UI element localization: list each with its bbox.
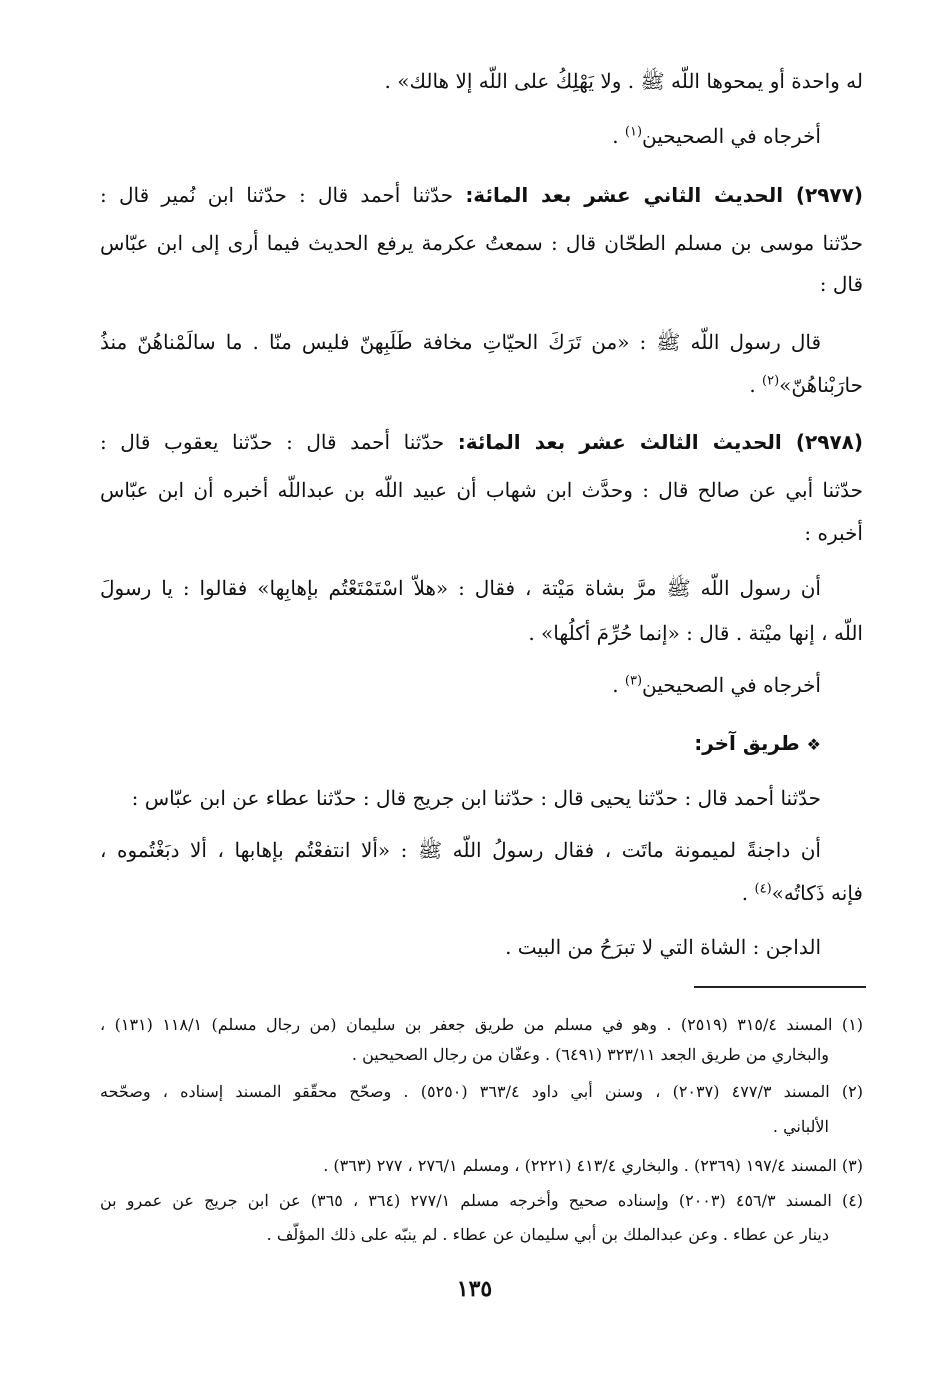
footnote-2-line-1 [100, 1079, 863, 1105]
route-line-4-text: الداجن : الشاة التي لا تبرَحُ من البيت . [505, 935, 821, 959]
hadith-2978-line-1-rest: حدّثنا أحمد قال : حدّثنا يعقوب قال : [100, 430, 458, 454]
footnote-ref-1[interactable]: (١) [624, 124, 643, 140]
route-line-1-text: حدّثنا أحمد قال : حدّثنا يحيى قال : حدّثنا ابن جريج قال : حدّثنا عطاء عن ابن عبّاس : [131, 786, 821, 810]
hadith-2978-line-4 [100, 573, 821, 603]
route-line-3-text: فإنه ذَكاتُه» [771, 881, 863, 905]
route-line-3 [100, 878, 863, 908]
route-line-3-end: . [741, 881, 755, 905]
hadith-2978-line-5 [100, 618, 863, 648]
hadith-2978-line-1 [100, 427, 863, 457]
footnote-1-line-2 [100, 1042, 829, 1068]
footnote-2-text-b: الألباني . [772, 1117, 829, 1136]
hadith-2978-line-6-text: أخرجاه في الصحيحين [642, 673, 821, 697]
hadith-2978-line-2-text: حدّثنا أبي عن صالح قال : وحدَّث ابن شهاب أن عبيد اللّه بن عبداللّه أخبره أن ابن عبّاس [100, 478, 863, 502]
hadith-2977-line-1-rest: حدّثنا أحمد قال : حدّثنا ابن نُمير قال : [100, 183, 466, 207]
hadith-2977-line-2-text: حدّثنا موسى بن مسلم الطحّان قال : سمعتُ عكرمة يرفع الحديث فيما أرى إلى ابن عبّاس [100, 231, 863, 255]
line-1-text: له واحدة أو يمحوها اللّه ﷺ . ولا يَهْلِكُ على اللّه إلا هالك» . [384, 69, 863, 93]
footnote-1-line-1 [100, 1012, 863, 1038]
route-line-4 [100, 932, 821, 962]
hadith-2977-line-3 [100, 269, 863, 299]
hadith-2978-line-6 [100, 670, 821, 700]
page-number: ١٣٥ [456, 1276, 493, 1302]
subheading-line [100, 728, 821, 760]
route-line-2 [100, 835, 821, 865]
hadith-2978-heading: (٢٩٧٨) الحديث الثالث عشر بعد المائة: [457, 430, 863, 454]
footnote-4-line-1 [100, 1188, 863, 1214]
text-line-2 [100, 121, 821, 151]
footnote-ref-2[interactable]: (٢) [762, 373, 780, 389]
hadith-2977-line-5-text: حارَبْناهُنّ» [779, 373, 863, 397]
footnote-ref-4[interactable]: (٤) [754, 881, 772, 897]
footnote-divider [694, 986, 866, 988]
footnote-1-text-a: (١) المسند ٣١٥/٤ (٢٥١٩) . وهو في مسلم من طريق جعفر بن سليمان (من رجال مسلم) ١١٨/١ (١٣١) ، [100, 1015, 864, 1034]
hadith-2977-line-4-text: قال رسول اللّه ﷺ : «من تَرَكَ الحيّاتِ مخافة طَلَبِهنّ فليس منّا . ما سالَمْناهُنّ منذُ [100, 330, 821, 354]
hadith-2978-line-3-text: أخبره : [804, 521, 863, 545]
hadith-2978-line-4-text: أن رسول اللّه ﷺ مرَّ بشاة مَيْتة ، فقال : «هلاّ اسْتَمْتَعْتُم بإهابِها» فقالوا : يا رسولَ [100, 576, 821, 600]
hadith-2977-line-3-text: قال : [819, 272, 863, 296]
hadith-2978-line-5-text: اللّه ، إنها ميْتة . قال : «إنما حُرِّمَ أكلُها» . [528, 621, 863, 645]
hadith-2977-line-4 [100, 327, 821, 357]
footnote-4-line-2 [100, 1222, 829, 1248]
text-line-1 [100, 66, 863, 96]
line-2-end: . [612, 124, 625, 148]
hadith-2977-line-5-end: . [749, 373, 763, 397]
footnote-4-text-b: دينار عن عطاء . وعن عبدالملك بن أبي سليمان عن عطاء . لم ينبّه على ذلك المؤلّف . [266, 1225, 829, 1244]
hadith-2977-line-2 [100, 228, 863, 258]
hadith-2978-line-3 [100, 518, 863, 548]
hadith-2978-line-2 [100, 475, 863, 505]
footnote-ref-3[interactable]: (٣) [624, 673, 643, 689]
footnote-3-text-a: (٣) المسند ١٩٧/٤ (٢٣٦٩) . والبخاري ٤١٣/٤ (٢٢٢١) ، ومسلم ٢٧٦/١ ، ٢٧٧ (٣٦٣) . [323, 1156, 863, 1175]
route-line-2-text: أن داجنةً لميمونة ماتَت ، فقال رسولُ اللّه ﷺ : «ألا انتفعْتُم بإهابها ، ألا دبَغْتُموه ، [100, 838, 821, 862]
hadith-2977-line-5 [100, 370, 863, 400]
hadith-2977-heading: (٢٩٧٧) الحديث الثاني عشر بعد المائة: [465, 183, 863, 207]
footnote-1-text-b: والبخاري من طريق الجعد ٣٢٣/١١ (٦٤٩١) . وعفّان من رجال الصحيحين . [351, 1045, 829, 1064]
hadith-2977-line-1 [100, 180, 863, 210]
diamond-icon: ❖ [806, 735, 821, 754]
hadith-2978-line-6-end: . [612, 673, 625, 697]
footnote-2-line-2 [100, 1114, 829, 1140]
route-line-1 [100, 783, 821, 813]
subheading-another-route: طريق آخر: [694, 731, 807, 755]
footnote-2-text-a: (٢) المسند ٤٧٧/٣ (٢٠٣٧) ، وسنن أبي داود ٣٦٣/٤ (٥٢٥٠) . وصحّح محقّقو المسند إسناده ، وصحّحه [100, 1082, 863, 1101]
footnote-4-text-a: (٤) المسند ٤٥٦/٣ (٢٠٠٣) وإسناده صحيح وأخرجه مسلم ٢٧٧/١ (٣٦٤ ، ٣٦٥) عن ابن جريج عن عمرو بن [100, 1191, 864, 1210]
footnote-3-line-1 [100, 1153, 863, 1179]
line-2-text: أخرجاه في الصحيحين [642, 124, 821, 148]
